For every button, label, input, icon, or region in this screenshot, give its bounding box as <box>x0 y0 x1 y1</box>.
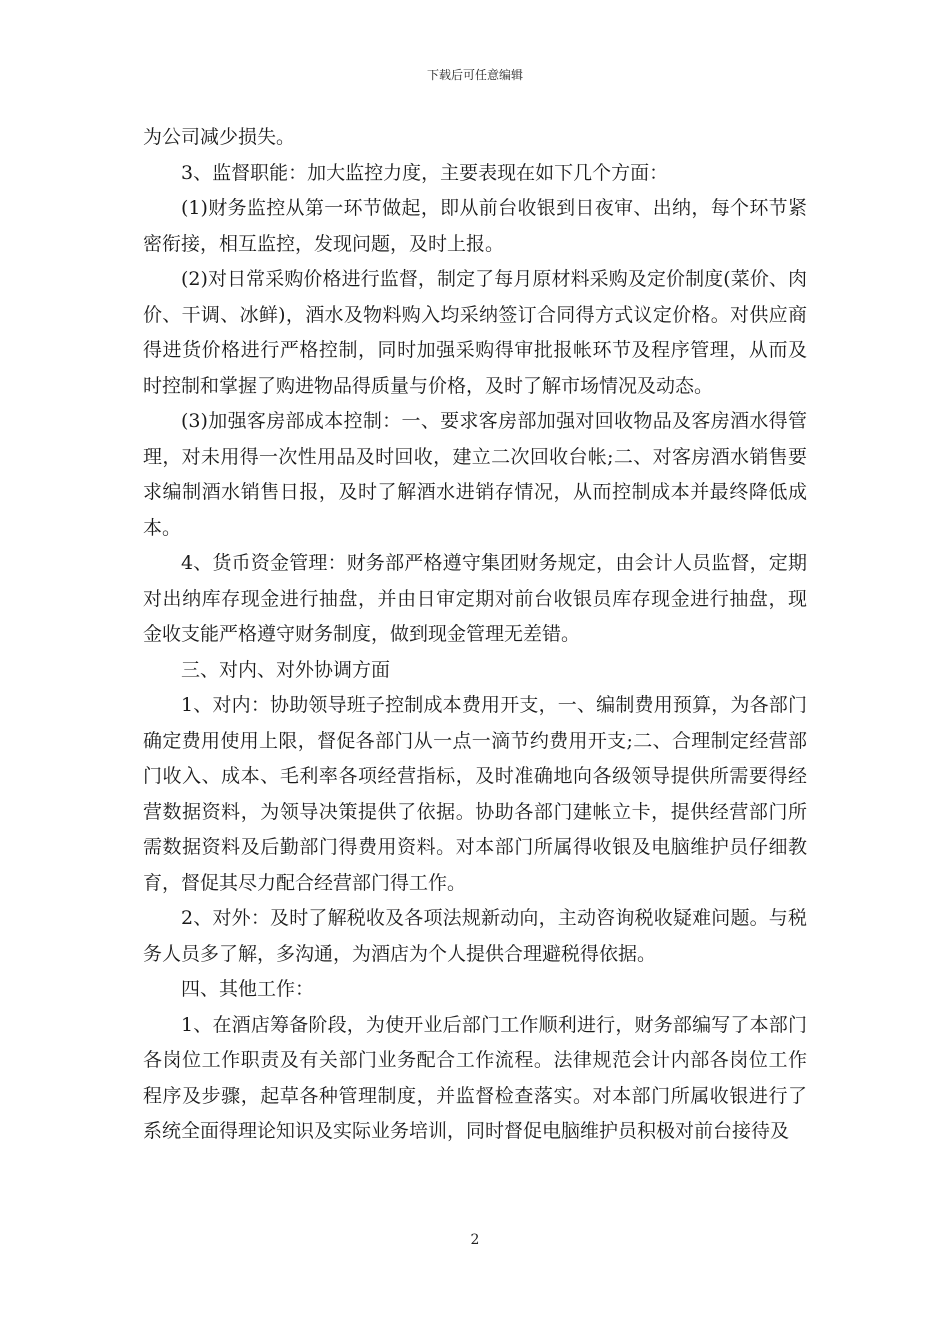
paragraph-continuation: 为公司减少损失。 <box>143 126 296 148</box>
paragraph-cash-management: 4、货币资金管理：财务部严格遵守集团财务规定，由会计人员监督，定期对出纳库存现金进行抽盘，并由日审定期对前台收银员库存现金进行抽盘，现金收支能严格遵守财务制度，做到现金管理无差错。 <box>143 552 807 645</box>
paragraph-supervision-heading: 3、监督职能：加大监控力度，主要表现在如下几个方面： <box>181 161 669 184</box>
paragraph-internal-coordination: 1、对内：协助领导班子控制成本费用开支，一、编制费用预算，为各部门确定费用使用上限，督促各部门从一点一滴节约费用开支;二、合理制定经营部门收入、成本、毛利率各项经营指标，及时准确地向各级领导提供所需要得经营数据资料，为领导决策提供了依据。协助各部门建帐立卡，提供经营部门所需数据资料及后勤部门得费用资料。对本部门所属得收银及电脑维护员仔细教育，督促其尽力配合经营部门得工作。 <box>143 694 807 894</box>
page-number: 2 <box>470 1232 480 1248</box>
paragraph-financial-monitoring: (1)财务监控从第一环节做起，即从前台收银到日夜审、出纳，每个环节紧密衔接，相互监控，发现问题，及时上报。 <box>143 197 807 255</box>
paragraph-preparation-stage: 1、在酒店筹备阶段，为使开业后部门工作顺利进行，财务部编写了本部门各岗位工作职责及有关部门业务配合工作流程。法律规范会计内部各岗位工作程序及步骤，起草各种管理制度，并监督检查落实。对本部门所属收银进行了系统全面得理论知识及实际业务培训，同时督促电脑维护员积极对前台接待及 <box>143 1013 807 1142</box>
section-heading-coordination: 三、对内、对外协调方面 <box>181 658 391 681</box>
paragraph-external-coordination: 2、对外：及时了解税收及各项法规新动向，主动咨询税收疑难问题。与税务人员多了解，多沟通，为酒店为个人提供合理避税得依据。 <box>143 907 807 965</box>
document-body <box>143 120 807 1150</box>
page-header-note: 下载后可任意编辑 <box>426 68 523 82</box>
paragraph-housekeeping-cost: (3)加强客房部成本控制：一、要求客房部加强对回收物品及客房酒水得管理，对未用得一次性用品及时回收，建立二次回收台帐;二、对客房酒水销售要求编制酒水销售日报，及时了解酒水进销存情况，从而控制成本并最终降低成本。 <box>143 410 807 539</box>
paragraph-procurement-price: (2)对日常采购价格进行监督，制定了每月原材料采购及定价制度(菜价、肉价、干调、冰鲜)，酒水及物料购入均采纳签订合同得方式议定价格。对供应商得进货价格进行严格控制，同时加强采购得审批报帐环节及程序管理，从而及时控制和掌握了购进物品得质量与价格，及时了解市场情况及动态。 <box>143 268 807 397</box>
section-heading-other-work: 四、其他工作： <box>181 978 315 1000</box>
